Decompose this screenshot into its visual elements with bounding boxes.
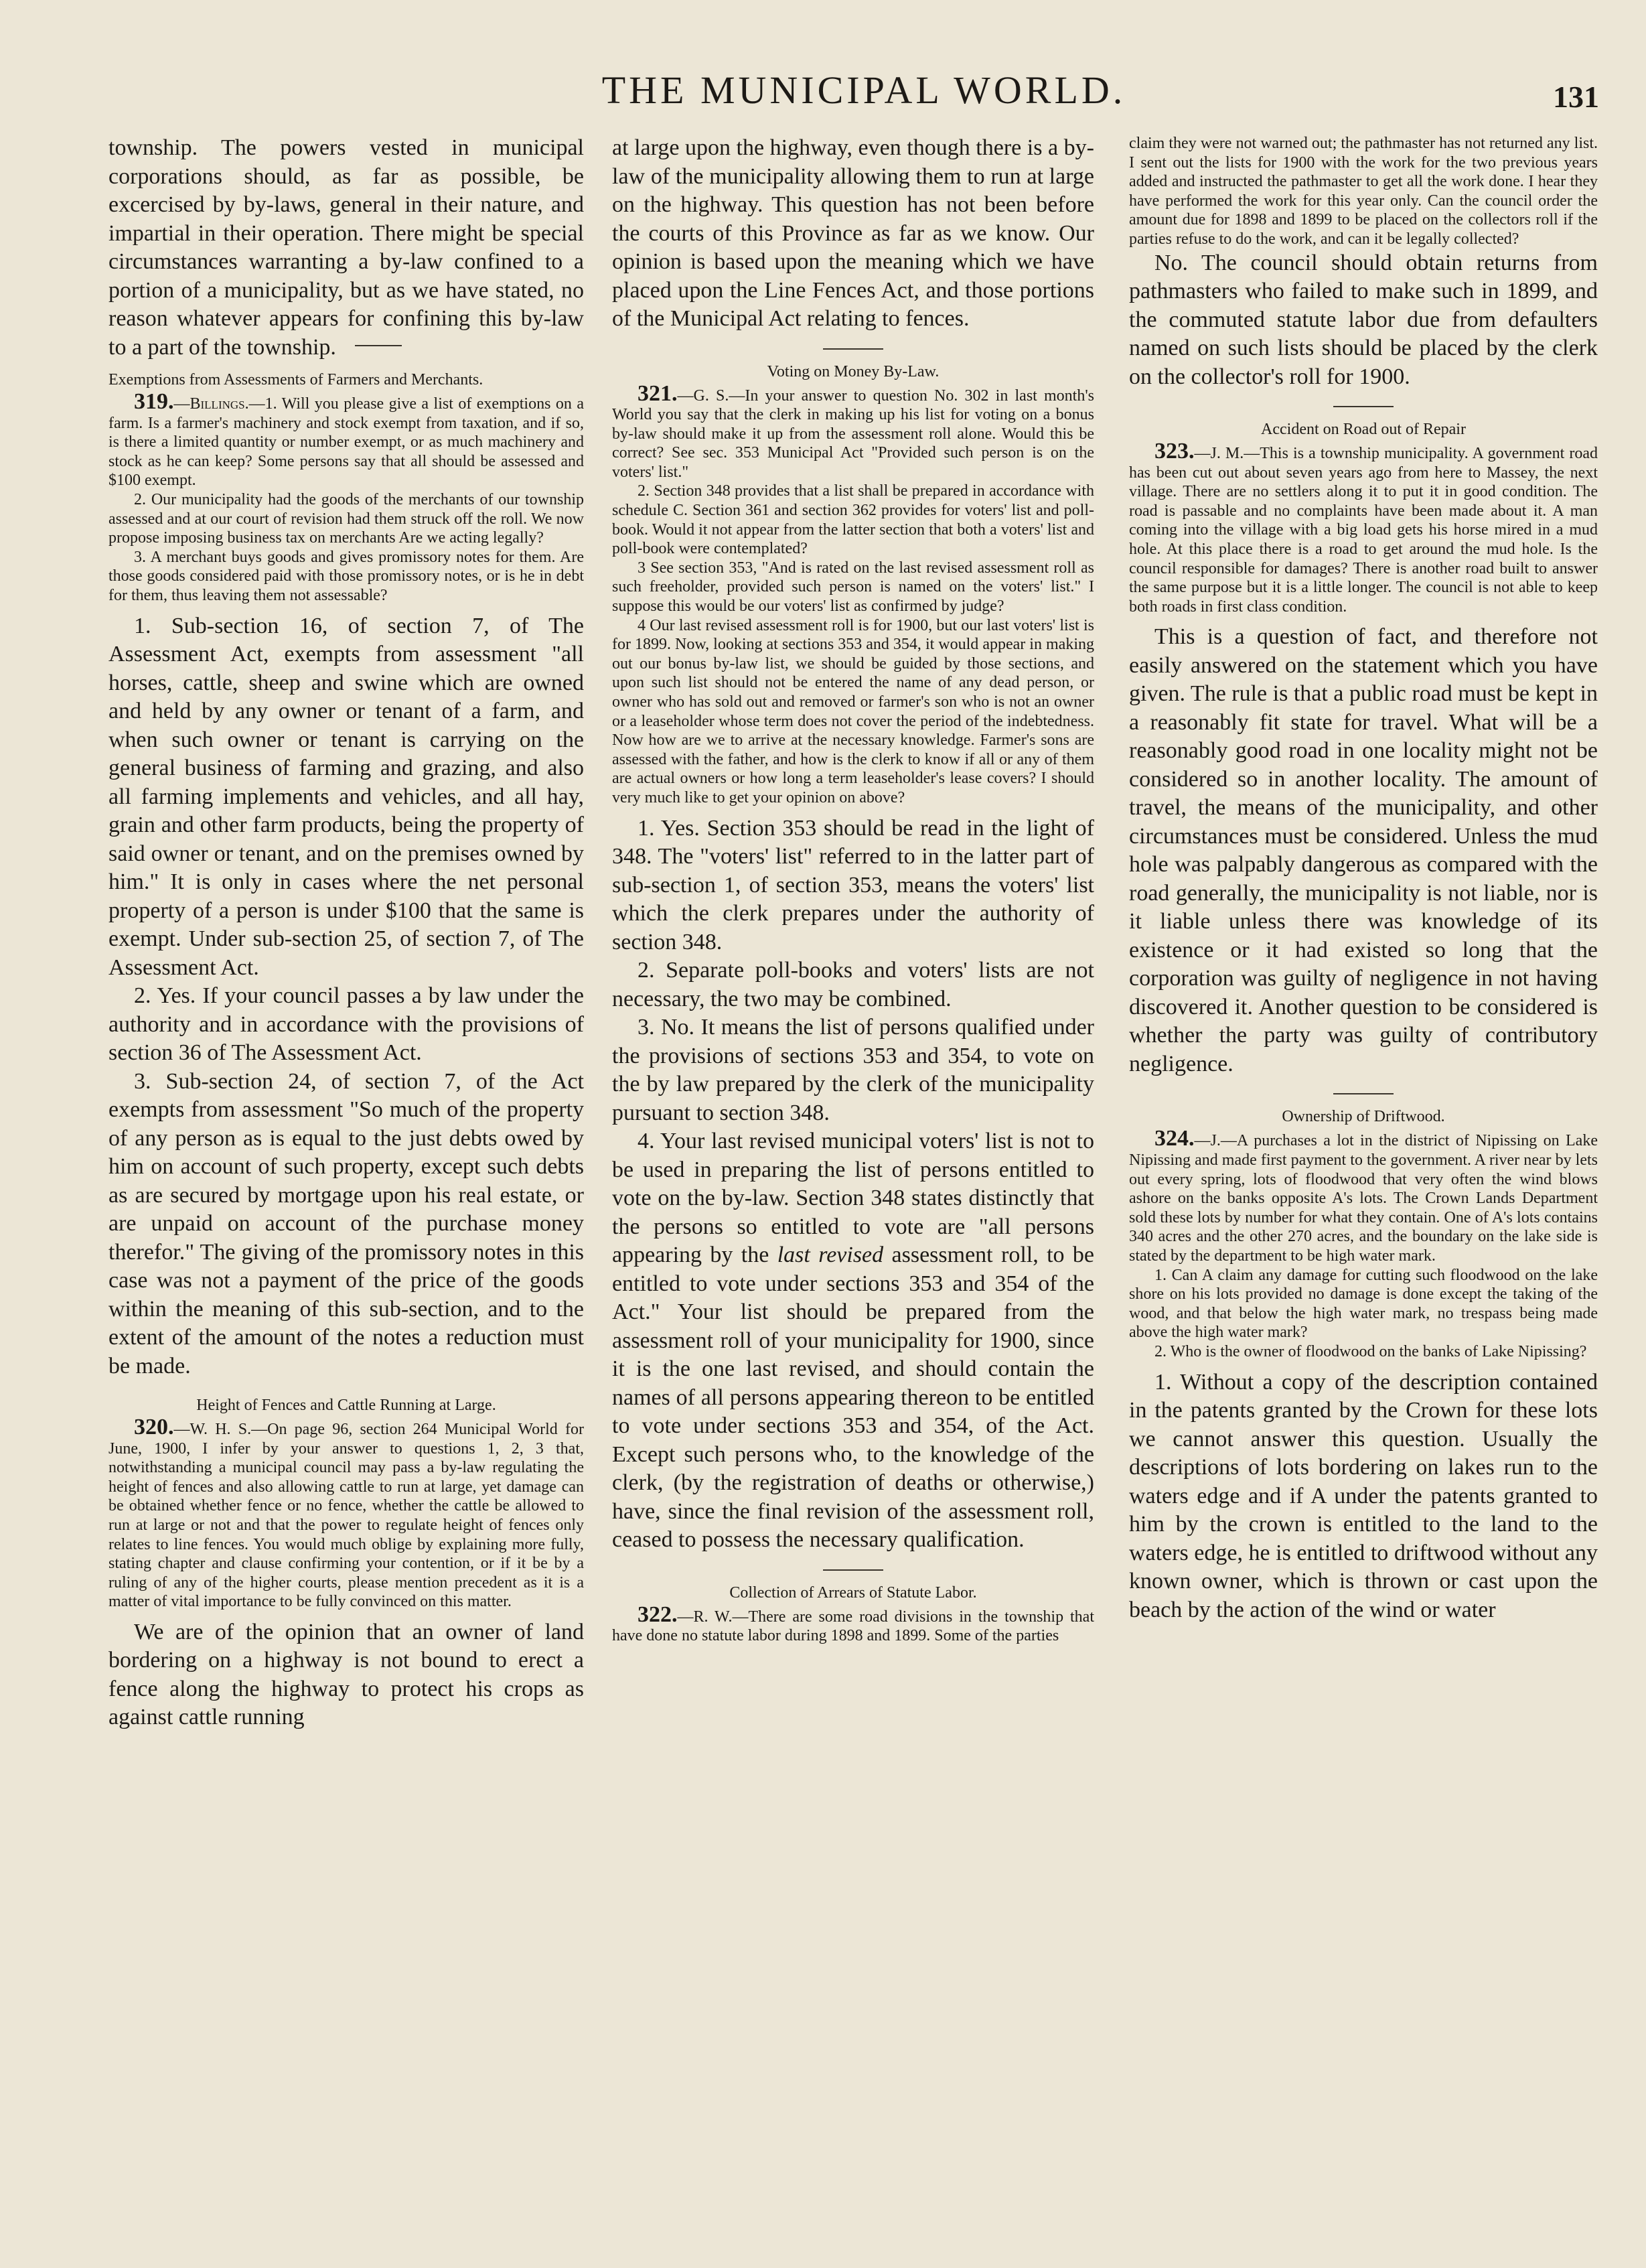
answer-319-3: 3. Sub-section 24, of section 7, of the Act exempts from assessment "So much of the property of any person as is equal to the just debts owed by him on account of such property, except such debts as are secured by mortgage upon his real estate, or are unpaid on account of the purchase money therefor." The giving of the promissory notes in this case was not a payment of the price of the goods within the meaning of this sub-section, and to the extent of the amount of the notes a reduction must be made. — [108, 1068, 584, 1378]
question-322-continued: claim they were not warned out; the pathmaster has not returned any list. I sent out the lists for 1900 with the work for the two previous years added and instructed the pathmaster to get all the work done. I hear they have performed the work for this year only. Can the council order the amount due for 1898 and 1899 to be placed on the collectors roll if the parties refuse to do the work, and can it be legally collected? — [1129, 135, 1598, 248]
page-number: 131 — [1553, 80, 1599, 114]
column-2 — [612, 134, 1094, 2244]
heading-322: Collection of Arrears of Statute Labor. — [729, 1583, 977, 1602]
question-number: 323. — [1154, 439, 1195, 464]
question-319-part-2: 2. Our municipality had the goods of the merchants of our township assessed and at our court of revision had them struck off the roll. We now propose imposing business tax on merchants Are we acting legally? — [108, 490, 584, 547]
column-1 — [108, 134, 584, 2244]
question-321-part-3: 3 See section 353, "And is rated on the last revised assessment roll as such freeholder, provided such person is named on the voters' list." I suppose this would be our voters' list as confirmed by judge? — [612, 559, 1094, 616]
question-321-part-4: 4 Our last revised assessment roll is for 1900, but our last voters' list is for 1899. Now, looking at sections 353 and 354, it would appear in making out our bonus by-law list, we should be guided by those sections, and upon such list should not be entered the name of any dead person, or owner who has sold out and removed or farmer's son who is not an owner or a leaseholder whose term does not cover the period of the indebtedness. Now how are we to arrive at the necessary knowledge. Farmer's sons are assessed with the father, and how is the clerk to know if all or any of them are actual owners or how long a term leaseholder's lease covers? I should very much like to get your opinion on above? — [612, 616, 1094, 806]
question-323: 323.—J. M.—This is a township municipality. A government road has been cut out about seven years ago from here to Massey, the next village. There are no settlers along it to put it in good condition. The road is passable and no complaints have been made about it. A man coming into the village with a big load gets his horse mired in a mud hole. At this place there is a road to get around the mud hole. Is the council responsible for damages? There is another road built to answer the same purpose but it is a little longer. The council is not able to keep both roads in first class condition. — [1129, 439, 1598, 616]
question-320: 320.—W. H. S.—On page 96, section 264 Municipal World for June, 1900, I infer by your answer to questions 1, 2, 3 that, notwithstanding a municipal council may pass a by-law regulating the height of fences and also allowing cattle to run at large, yet damage can be obtained whether fence or no fence, whether the cattle be allowed to run at large or not and that the power to regulate height of fences only relates to line fences. You would much oblige by explaining more fully, stating chapter and clause confirming your contention, or if it be by a ruling of any of the higher courts, please mention precedent as it is a matter of vital importance to be fully convinced on this matter. — [108, 1415, 584, 1611]
answer-322: No. The council should obtain returns from pathmasters who failed to make such in 1899, and the commuted statute labor due from defaulters named on such lists should be placed by the clerk on the collector's roll for 1900. — [1129, 250, 1598, 389]
heading-320: Height of Fences and Cattle Running at Large. — [196, 1397, 496, 1415]
masthead-title: THE MUNICIPAL WORLD. — [601, 68, 1126, 112]
question-number: 321. — [638, 380, 678, 406]
answer-319-2: 2. Yes. If your council passes a by law under the authority and in accordance with the provisions of section 36 of The Assessment Act. — [108, 983, 584, 1066]
section-rule — [1333, 406, 1394, 407]
answer-323: This is a question of fact, and therefore not easily answered on the statement which you have given. The rule is that a public road must be kept in a reasonably fit state for travel. What will be a reasonably good road in one locality might not be considered so in another locality. The amount of travel, the means of the municipality, and other circumstances must be considered. Unless the mud hole was palpably dangerous as compared with the road generally, the municipality is not liable, nor is it liable unless there was knowledge of its existence or it had existed so long that the corporation was guilty of negligence in not having discovered it. Another question to be considered is whether the party was guilty of contributory negligence. — [1129, 624, 1598, 1076]
question-number: 322. — [638, 1602, 678, 1627]
answer-321-3: 3. No. It means the list of persons qualified under the provisions of sections 353 and 354, to vote on the by law prepared by the clerk of the municipality pursuant to section 348. — [612, 1015, 1094, 1125]
question-number: 320. — [134, 1415, 174, 1440]
heading-324: Ownership of Driftwood. — [1282, 1108, 1445, 1126]
column-3 — [1129, 134, 1598, 2244]
question-322: 322.—R. W.—There are some road divisions in the township that have done no statute labor during 1898 and 1899. Some of the parties — [612, 1602, 1094, 1645]
question-321: 321.—G. S.—In your answer to question No. 302 in last month's World you say that the clerk in making up his list for voting on a bonus by-law should make it up from the assessment roll alone. Would this be correct? See sec. 353 Municipal Act "Provided such person is on the voters' list." — [612, 380, 1094, 481]
section-rule — [823, 1569, 883, 1571]
question-319: 319.—Billings.—1. Will you please give a list of exemptions on a farm. Is a farmer's machinery and stock exempt from taxation, and if so, is there a limited quantity or number exempt, or as much machinery and stock as he can keep? Some persons say that all should be assessed and $100 exempt. — [108, 389, 584, 490]
answer-324-1: 1. Without a copy of the description contained in the patents granted by the Crown for these lots we cannot answer this question. Usually the descriptions of lots bordering on lakes run to the waters edge and if A under the patents granted to him by the crown is entitled to the land to the waters edge, he is entitled to driftwood without any known owner, which is thrown or cast upon the beach by the action of the wind or water — [1129, 1369, 1598, 1622]
question-324-part-2: 2. Who is the owner of floodwood on the banks of Lake Nipissing? — [1154, 1342, 1587, 1360]
answer-321-4: 4. Your last revised municipal voters' list is not to be used in preparing the list of persons entitled to vote on the by-law. Section 348 states distinctly that the persons so entitled to vote are "all persons appearing by the last revised assessment roll, to be entitled to vote under sections 353 and 354 of the Act." Your list should be prepared from the assessment roll of your municipality for 1900, since it is the one last revised, and should contain the names of all persons appearing thereon to be entitled to vote under sections 353 and 354, of the Act. Except such persons who, to the knowledge of the clerk, (by the registration of deaths or otherwise,) have, since the final revision of the assessment roll, ceased to possess the necessary qualification. — [612, 1129, 1094, 1553]
answer-321-2: 2. Separate poll-books and voters' lists are not necessary, the two may be combined. — [612, 958, 1094, 1011]
section-rule — [823, 348, 883, 350]
heading-319: Exemptions from Assessments of Farmers and Merchants. — [108, 371, 483, 388]
heading-323: Accident on Road out of Repair — [1261, 421, 1466, 439]
section-rule — [1333, 1093, 1394, 1094]
question-321-part-2: 2. Section 348 provides that a list shall be prepared in accordance with schedule C. Section 361 and section 362 provides for voters' list and poll-book. Would it not appear from the latter section that both a voters' list and poll-book were contemplated? — [612, 482, 1094, 558]
answer-320: We are of the opinion that an owner of land bordering on a highway is not bound to erect a fence along the highway to protect his crops as against cattle running — [108, 1619, 584, 1730]
answer-319-1: 1. Sub-section 16, of section 7, of The Assessment Act, exempts from assessment "all horses, cattle, sheep and swine which are owned and held by any owner or tenant of a farm, and when such owner or tenant is carrying on the general business of farming and grazing, and also all farming implements and vehicles, and all hay, grain and other farm products, being the property of said owner or tenant, and on the premises owned by him." It is only in cases where the net personal property of a person is under $100 that the same is exempt. Under sub-section 25, of section 7, of The Assessment Act. — [108, 613, 584, 980]
question-324: 324.—J.—A purchases a lot in the district of Nipissing on Lake Nipissing and made first payment to the government. A river near by lets out every spring, lots of floodwood that very often the wind blows ashore on the banks opposite A's lots. The Crown Lands Department sold these lots by number for what they contain. One of A's lots contains 340 acres and the other 270 acres, and the boundary on the lake side is stated by the department to be high water mark. — [1129, 1126, 1598, 1265]
question-number: 324. — [1154, 1126, 1195, 1151]
heading-321: Voting on Money By-Law. — [767, 362, 940, 380]
answer-321-1: 1. Yes. Section 353 should be read in the light of 348. The "voters' list" referred to in the latter part of sub-section 1, of section 353, means the voters' list which the clerk prepares under the authority of section 348. — [612, 815, 1094, 954]
inline-rule — [355, 345, 402, 346]
paragraph-continued: at large upon the highway, even though there is a by-law of the municipality allowing them to run at large on the highway. This question has not been before the courts of this Province as far as we know. Our opinion is based upon the meaning which we have placed upon the Line Fences Act, and those portions of the Municipal Act relating to fences. — [612, 135, 1094, 331]
paragraph-intro: township. The powers vested in municipal corporations should, as far as possible, be excercised by by-laws, general in their nature, and impartial in their operation. There might be special circumstances warranting a by-law confined to a portion of a municipality, but as we have stated, no reason whatever appears for confining this by-law to a part of the township. — [108, 135, 584, 360]
question-324-part-1: 1. Can A claim any damage for cutting such floodwood on the lake shore on his lots provided no damage is done except the taking of the wood, and that below the high water mark, no trespass being made above the high water mark? — [1129, 1266, 1598, 1342]
question-number: 319. — [134, 389, 174, 414]
question-319-part-3: 3. A merchant buys goods and gives promissory notes for them. Are those goods considered paid with those promissory notes, or is he in debt for them, thus leaving them not assessable? — [108, 548, 584, 604]
